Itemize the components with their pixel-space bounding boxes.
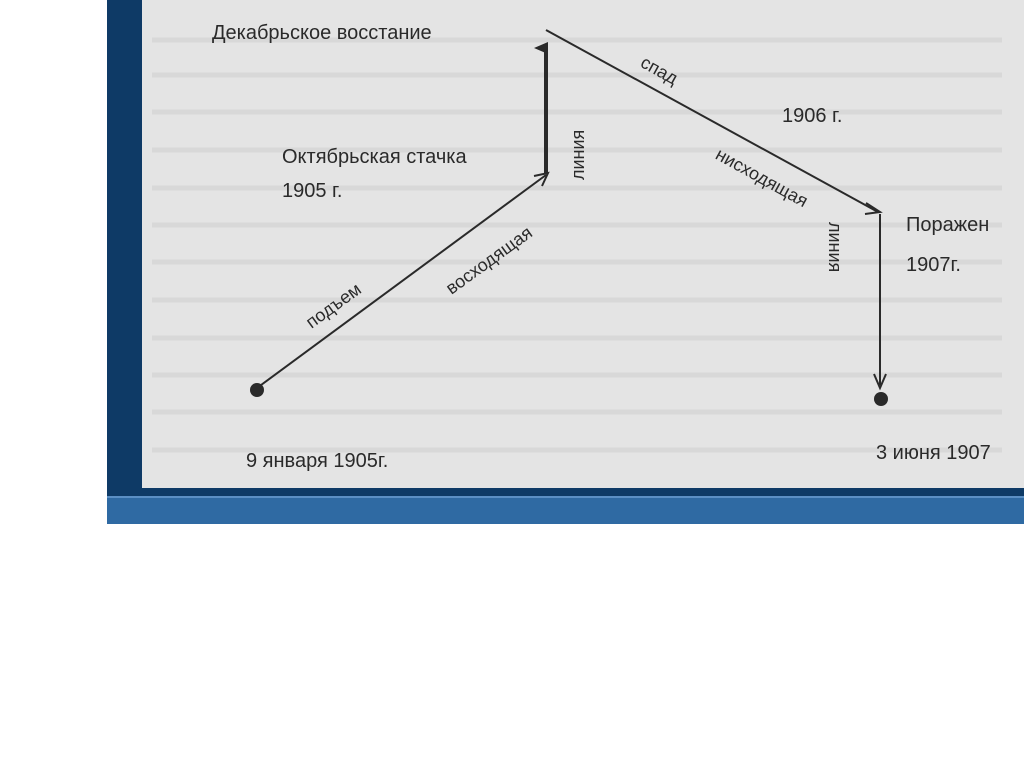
- background-noise: [152, 40, 1002, 450]
- label-line-down: линия: [825, 222, 845, 273]
- label-start-date: 9 января 1905г.: [246, 450, 389, 472]
- slide-bottom-bar: [107, 496, 1024, 524]
- label-ascending: восходящая: [442, 222, 536, 299]
- diagram-lines: [142, 0, 1024, 488]
- label-line-up: линия: [568, 129, 588, 180]
- label-decline: спад: [637, 52, 682, 89]
- label-october-strike: Октябрьская стачка: [282, 146, 467, 168]
- label-1906: 1906 г.: [782, 105, 843, 127]
- end-point: [874, 392, 888, 406]
- label-october-strike-year: 1905 г.: [282, 180, 343, 202]
- rise-line: [257, 175, 546, 388]
- start-point: [250, 383, 264, 397]
- label-defeat: Поражен: [906, 214, 990, 236]
- label-descending: нисходящая: [712, 144, 812, 212]
- label-december-uprising: Декабрьское восстание: [212, 22, 432, 44]
- label-end-date: 3 июня 1907: [876, 442, 991, 464]
- scanned-diagram: [142, 0, 1024, 488]
- label-defeat-year: 1907г.: [906, 254, 961, 276]
- label-rise: подъем: [302, 278, 365, 333]
